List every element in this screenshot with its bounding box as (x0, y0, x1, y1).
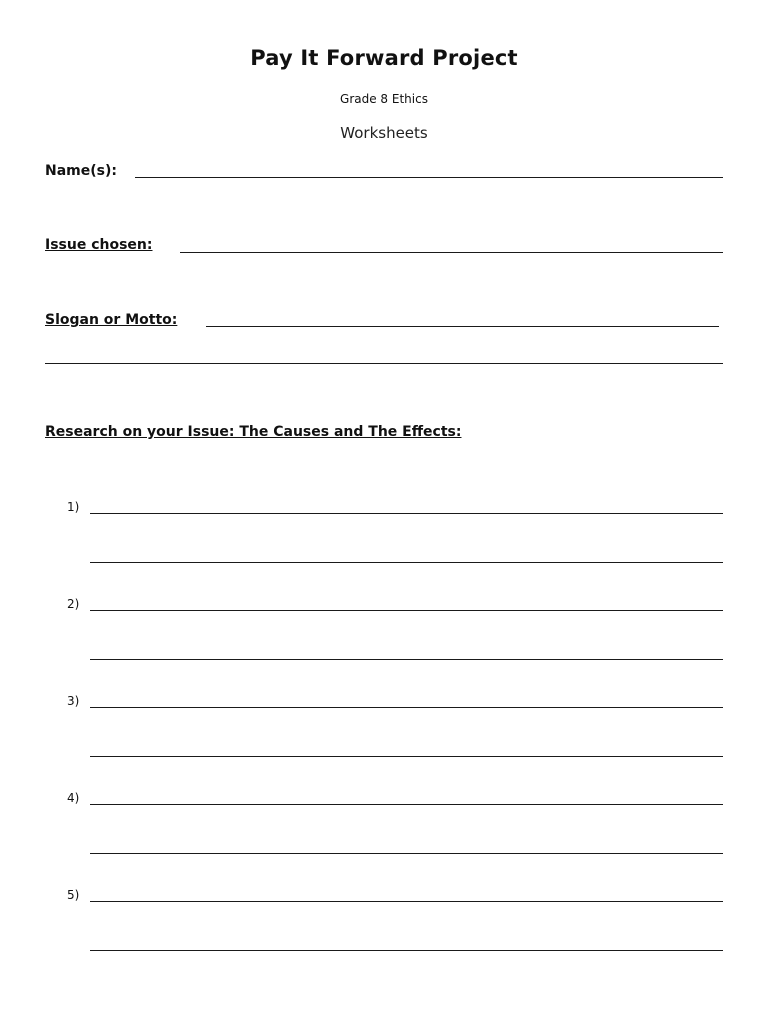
answer-line[interactable] (90, 562, 723, 563)
slogan-label: Slogan or Motto: (45, 312, 178, 328)
slogan-line-continued[interactable] (45, 363, 723, 364)
answer-line[interactable] (90, 707, 723, 708)
item-number: 4) (67, 791, 80, 805)
answer-line[interactable] (90, 804, 723, 805)
slogan-line[interactable] (206, 326, 719, 327)
issue-label: Issue chosen: (45, 237, 153, 253)
issue-line[interactable] (180, 252, 723, 253)
page-title: Pay It Forward Project (250, 46, 518, 70)
page-subtitle: Grade 8 Ethics (340, 92, 428, 106)
item-number: 3) (67, 694, 80, 708)
answer-line[interactable] (90, 950, 723, 951)
names-line[interactable] (135, 177, 723, 178)
answer-line[interactable] (90, 659, 723, 660)
answer-line[interactable] (90, 853, 723, 854)
names-label: Name(s): (45, 163, 117, 179)
research-heading: Research on your Issue: The Causes and The Effects: (45, 424, 462, 440)
item-number: 2) (67, 597, 80, 611)
item-number: 5) (67, 888, 80, 902)
answer-line[interactable] (90, 756, 723, 757)
answer-line[interactable] (90, 610, 723, 611)
answer-line[interactable] (90, 901, 723, 902)
item-number: 1) (67, 500, 80, 514)
section-title: Worksheets (340, 124, 428, 142)
answer-line[interactable] (90, 513, 723, 514)
